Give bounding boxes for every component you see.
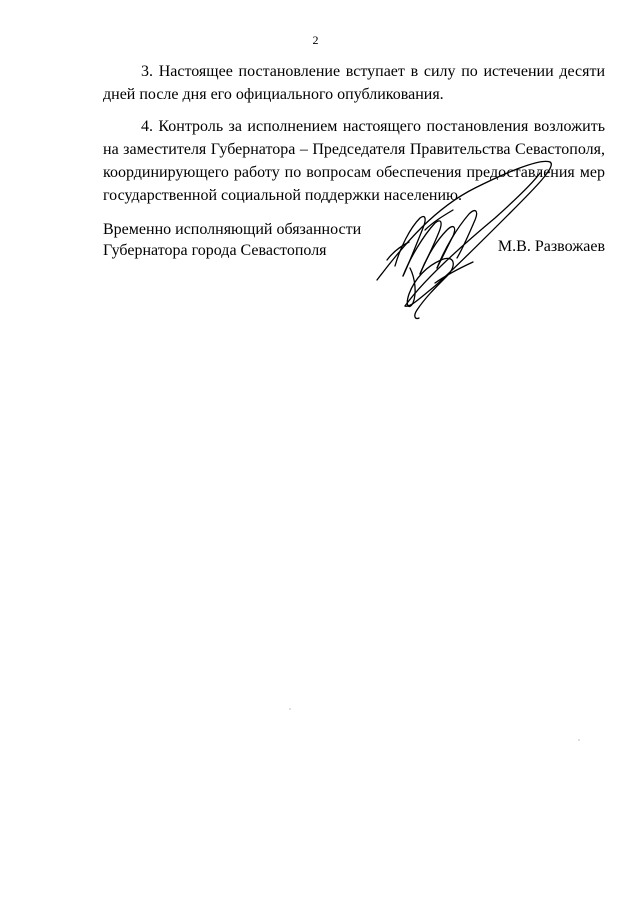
scan-speck xyxy=(289,708,291,710)
handwritten-signature-icon xyxy=(365,148,565,328)
signatory-position-line-2: Губернатора города Севастополя xyxy=(103,242,327,259)
signatory-name: М.В. Развожаев xyxy=(497,238,605,255)
paragraph-3: 3. Настоящее постановление вступает в силу по истечении десяти дней после дня его официального опубликования. xyxy=(103,63,605,103)
paragraph-4: 4. Контроль за исполнением настоящего постановления возложить на заместителя Губернатора – Председателя Правительства Севастополя, координирующего работу по вопросам обеспечения предоставления мер государственной социальной поддержки населению. xyxy=(103,118,605,204)
signatory-position-line-1: Временно исполняющий обязанности xyxy=(103,221,362,238)
scan-speck xyxy=(578,739,580,741)
signatory-position xyxy=(103,219,361,261)
page-number: 2 xyxy=(312,33,319,47)
